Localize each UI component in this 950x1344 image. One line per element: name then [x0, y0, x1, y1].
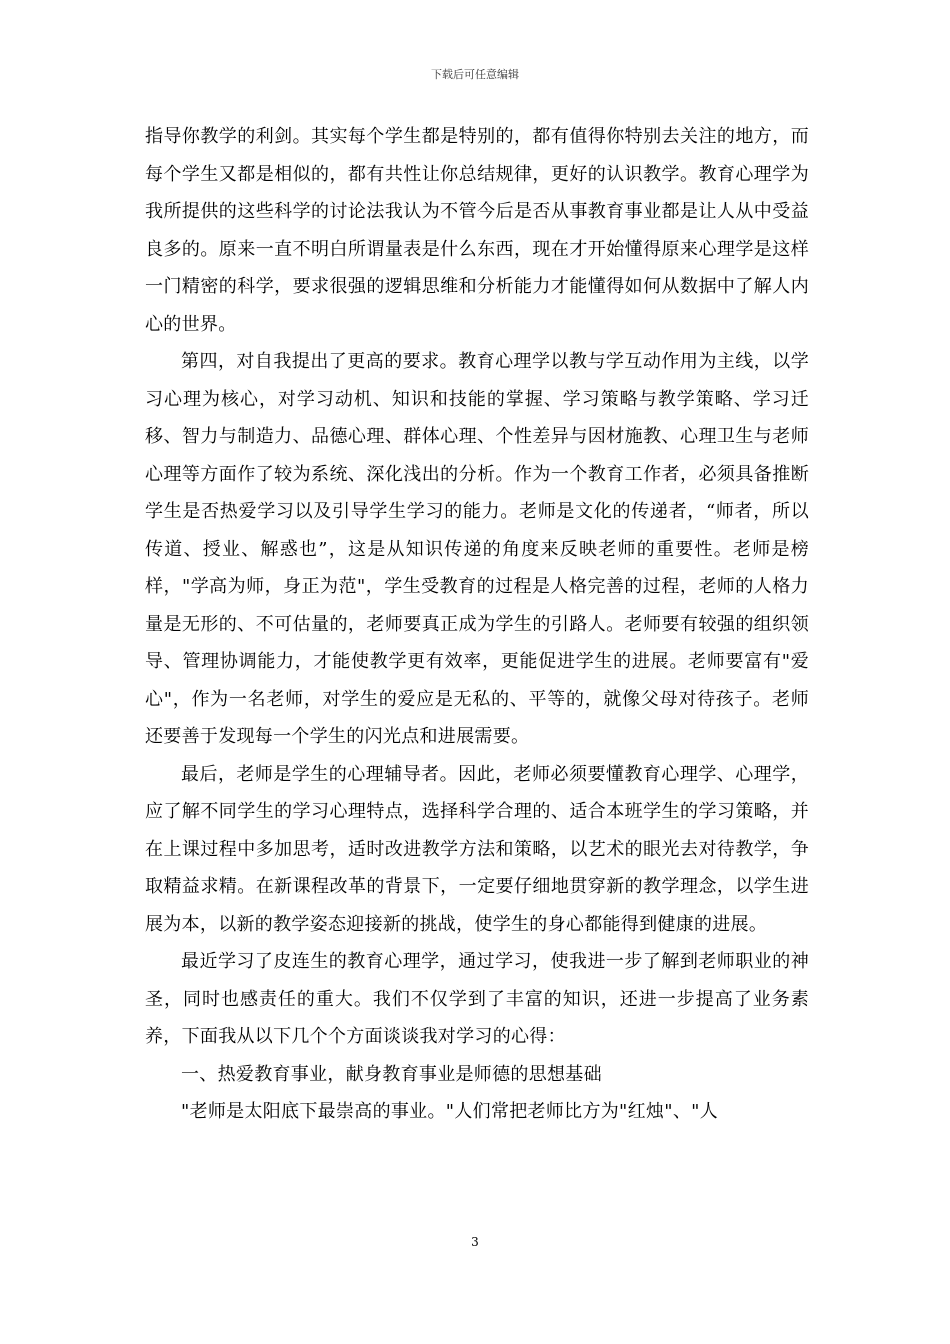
- paragraph-2: 第四，对自我提出了更高的要求。教育心理学以教与学互动作用为主线，以学习心理为核心，对学习动机、知识和技能的掌握、学习策略与教学策略、学习迁移、智力与制造力、品德心理、群体心理、个性差异与因材施教、心理卫生与老师心理等方面作了较为系统、深化浅出的分析。作为一个教育工作者，必须具备推断学生是否热爱学习以及引导学生学习的能力。老师是文化的传递者，“师者，所以传道、授业、解惑也”，这是从知识传递的角度来反映老师的重要性。老师是榜样，"学高为师，身正为范"，学生受教育的过程是人格完善的过程，老师的人格力量是无形的、不可估量的，老师要真正成为学生的引路人。老师要有较强的组织领导、管理协调能力，才能使教学更有效率，更能促进学生的进展。老师要富有"爱心"，作为一名老师，对学生的爱应是无私的、平等的，就像父母对待孩子。老师还要善于发现每一个学生的闪光点和进展需要。: [145, 351, 809, 747]
- paragraph-5: "老师是太阳底下最崇高的事业。"人们常把老师比方为"红烛"、"人: [181, 1101, 718, 1122]
- paragraph-1: 指导你教学的利剑。其实每个学生都是特别的，都有值得你特别去关注的地方，而每个学生又都是相似的，都有共性让你总结规律，更好的认识教学。教育心理学为我所提供的这些科学的讨论法我认为不管今后是否从事教育事业都是让人从中受益良多的。原来一直不明白所谓量表是什么东西，现在才开始懂得原来心理学是这样一门精密的科学，要求很强的逻辑思维和分析能力才能懂得如何从数据中了解人内心的世界。: [145, 126, 809, 335]
- section-heading: 一、热爱教育事业，献身教育事业是师德的思想基础: [181, 1063, 602, 1085]
- document-body: [145, 118, 809, 1131]
- page-header: 下载后可任意编辑: [431, 68, 519, 81]
- page-number: 3: [471, 1235, 479, 1249]
- paragraph-3: 最后，老师是学生的心理辅导者。因此，老师必须要懂教育心理学、心理学，应了解不同学生的学习心理特点，选择科学合理的、适合本班学生的学习策略，并在上课过程中多加思考，适时改进教学方法和策略，以艺术的眼光去对待教学，争取精益求精。在新课程改革的背景下，一定要仔细地贯穿新的教学理念，以学生进展为本，以新的教学姿态迎接新的挑战，使学生的身心都能得到健康的进展。: [145, 763, 809, 935]
- paragraph-4: 最近学习了皮连生的教育心理学，通过学习，使我进一步了解到老师职业的神圣，同时也感责任的重大。我们不仅学到了丰富的知识，还进一步提高了业务素养，下面我从以下几个个方面谈谈我对学习的心得：: [145, 951, 809, 1047]
